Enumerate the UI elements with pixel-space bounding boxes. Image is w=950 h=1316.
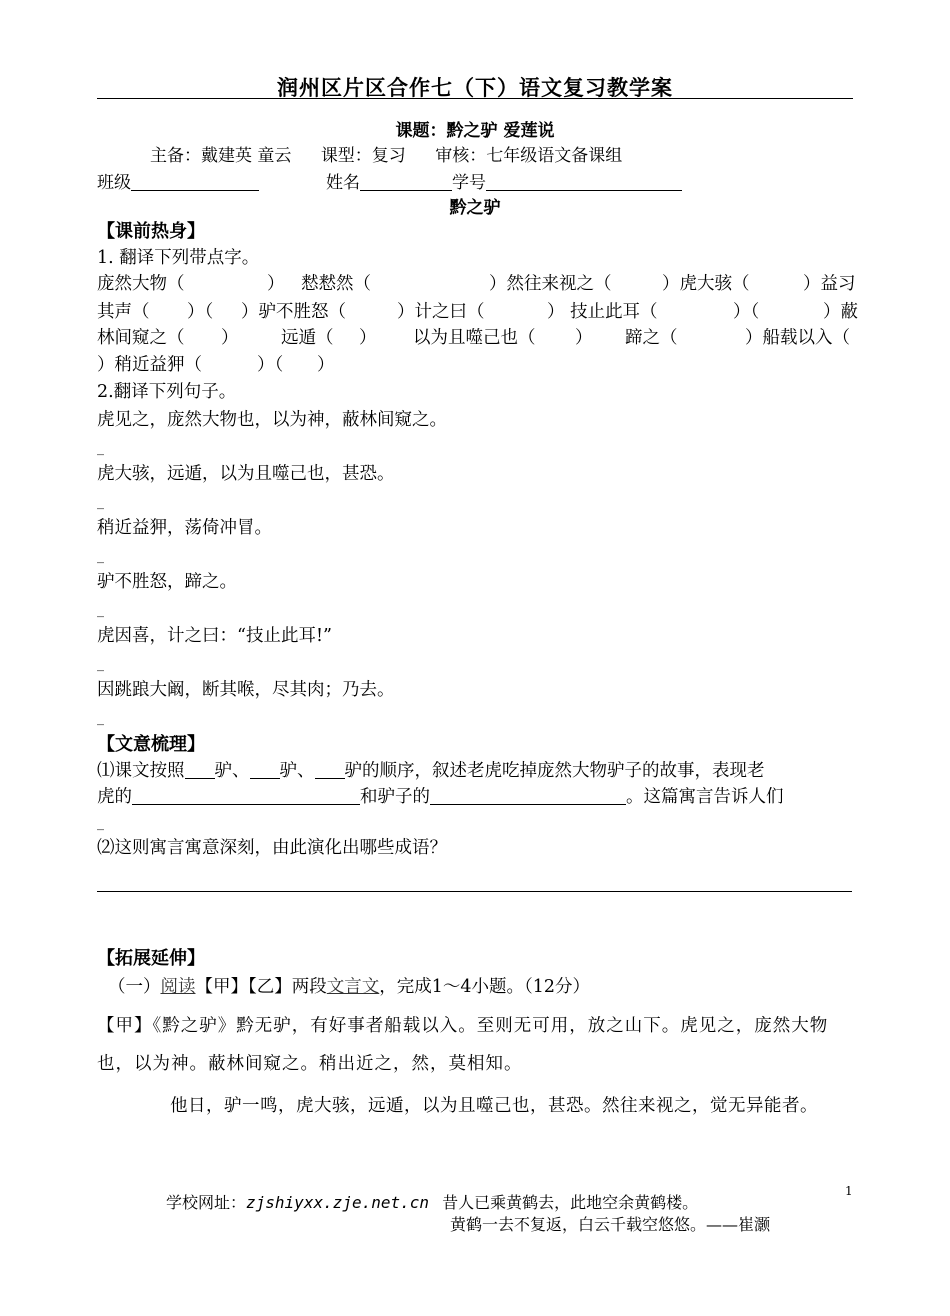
sentence: 虎大骇，远遁，以为且噬己也，甚恐。 bbox=[97, 464, 395, 484]
q1-text: 驴、 bbox=[214, 761, 250, 781]
vocab-item: ）（ bbox=[187, 302, 214, 322]
vocab-item: 以为且噬己也（ bbox=[413, 328, 536, 348]
q1-text: ⑴课文按照 bbox=[97, 761, 185, 781]
class-blank[interactable] bbox=[131, 172, 259, 191]
vocab-item: 其声（ bbox=[97, 302, 150, 322]
q1-text: 。这篇寓言告诉人们 bbox=[626, 787, 784, 807]
reviewer: 审核：七年级语文备课组 bbox=[435, 146, 623, 166]
vocab-item: ）然往来视之（ bbox=[489, 274, 612, 294]
lesson-title: 课题：黔之驴 爱莲说 bbox=[395, 121, 555, 141]
warmup-q1: 1. 翻译下列带点字。 bbox=[97, 248, 260, 268]
passage-jia-line1: 【甲】《黔之驴》黔无驴，有好事者船载以入。至则无可用，放之山下。虎见之，庞然大物 bbox=[97, 1016, 829, 1036]
blank-4[interactable] bbox=[132, 786, 360, 805]
name-label: 姓名 bbox=[326, 173, 360, 193]
q1-text: 虎的 bbox=[97, 787, 132, 807]
vocab-item: ） bbox=[221, 328, 239, 348]
comprehension-q1-line1 bbox=[97, 757, 765, 782]
sentence: 稍近益狎，荡倚冲冒。 bbox=[97, 518, 272, 538]
vocab-item: 慭慭然（ bbox=[301, 274, 371, 294]
vocab-item: ） bbox=[359, 328, 377, 348]
vocab-item: ）驴不胜怒（ bbox=[241, 302, 346, 322]
lesson-type: 课型：复习 bbox=[320, 146, 406, 166]
sentence: 因跳踉大阚，断其喉，尽其肉；乃去。 bbox=[97, 680, 395, 700]
footer-line-1 bbox=[166, 1190, 698, 1213]
comprehension-q2: ⑵这则寓言寓意深刻，由此演化出哪些成语？ bbox=[97, 838, 447, 858]
vocab-item: ） 技止此耳（ bbox=[547, 302, 658, 322]
document-title: 润州区片区合作七（下）语文复习教学案 bbox=[277, 75, 673, 100]
vocab-item: ）（ bbox=[257, 355, 284, 375]
site-url[interactable]: zjshiyxx.zje.net.cn bbox=[246, 1193, 430, 1212]
vocab-item: ） bbox=[575, 328, 593, 348]
vocab-item: ）稍近益狎（ bbox=[97, 355, 202, 375]
lesson-meta bbox=[150, 141, 646, 166]
intro-text: 【甲】【乙】两段 bbox=[195, 977, 327, 997]
number-label: 学号 bbox=[452, 173, 486, 193]
warmup-heading: 【课前热身】 bbox=[97, 221, 205, 242]
site-label: 学校网址： bbox=[166, 1193, 247, 1212]
answer-line[interactable]: _ bbox=[97, 710, 104, 726]
vocab-item: ）蔽 bbox=[823, 302, 858, 322]
intro-text: （一） bbox=[108, 977, 161, 997]
section-title: 黔之驴 bbox=[449, 198, 501, 218]
vocab-item: ）益习 bbox=[803, 274, 856, 294]
answer-line[interactable]: _ bbox=[97, 656, 104, 672]
answer-line[interactable]: _ bbox=[97, 494, 104, 510]
blank-5[interactable] bbox=[430, 786, 626, 805]
vocab-line-2 bbox=[97, 298, 857, 322]
vocab-item: 远遁（ bbox=[281, 328, 334, 348]
read-link[interactable]: 阅读 bbox=[160, 977, 196, 997]
poem-line-2: 黄鹤一去不复返，白云千载空悠悠。——崔灏 bbox=[450, 1215, 771, 1234]
sentence: 驴不胜怒，蹄之。 bbox=[97, 572, 237, 592]
passage-jia-line3: 他日，驴一鸣，虎大骇，远遁，以为且噬己也，甚恐。然往来视之，觉无异能者。 bbox=[170, 1096, 818, 1116]
editors: 主备：戴建英 童云 bbox=[150, 146, 292, 166]
blank-2[interactable] bbox=[250, 760, 280, 779]
vocab-item: 庞然大物（ bbox=[97, 274, 185, 294]
answer-rule[interactable] bbox=[97, 891, 852, 892]
vocab-item: ）虎大骇（ bbox=[662, 274, 750, 294]
q1-text: 驴的顺序，叙述老虎吃掉庞然大物驴子的故事，表现老 bbox=[344, 761, 765, 781]
vocab-item: 蹄之（ bbox=[625, 328, 678, 348]
vocab-item: ）计之曰（ bbox=[397, 302, 485, 322]
classical-chinese-link[interactable]: 文言文 bbox=[326, 977, 380, 997]
extension-intro bbox=[108, 973, 590, 998]
blank-1[interactable] bbox=[185, 760, 215, 779]
vocab-item: ） bbox=[267, 274, 285, 294]
answer-line[interactable]: _ bbox=[97, 440, 104, 456]
page-number: 1 bbox=[845, 1184, 853, 1198]
poem-line-1: 昔人已乘黄鹤去，此地空余黄鹤楼。 bbox=[442, 1193, 699, 1212]
passage-jia-line2: 也，以为神。蔽林间窥之。稍出近之，然，莫相知。 bbox=[97, 1054, 523, 1074]
number-blank[interactable] bbox=[486, 172, 682, 191]
intro-text: ，完成1～4小题。（12分） bbox=[379, 977, 591, 997]
sentence: 虎因喜，计之曰：“技止此耳!” bbox=[97, 626, 332, 646]
vocab-line-1 bbox=[97, 270, 857, 294]
vocab-line-3 bbox=[97, 324, 857, 348]
answer-line[interactable]: _ bbox=[97, 548, 104, 564]
sentence: 虎见之，庞然大物也，以为神，蔽林间窥之。 bbox=[97, 410, 447, 430]
blank-3[interactable] bbox=[315, 760, 345, 779]
q1-text: 驴、 bbox=[279, 761, 315, 781]
vocab-line-4 bbox=[97, 351, 497, 375]
answer-line[interactable]: _ bbox=[97, 815, 104, 831]
header-divider bbox=[97, 98, 853, 99]
name-blank[interactable] bbox=[360, 172, 452, 191]
class-label: 班级 bbox=[97, 173, 131, 193]
class-field[interactable] bbox=[97, 168, 259, 193]
comprehension-q1-line2 bbox=[97, 783, 784, 808]
extension-heading: 【拓展延伸】 bbox=[97, 948, 205, 969]
warmup-q2: 2.翻译下列句子。 bbox=[97, 382, 237, 402]
name-field[interactable] bbox=[326, 168, 682, 193]
vocab-item: ）（ bbox=[733, 302, 760, 322]
answer-line[interactable]: _ bbox=[97, 602, 104, 618]
vocab-item: ）船载以入（ bbox=[745, 328, 850, 348]
comprehension-heading: 【文意梳理】 bbox=[97, 734, 205, 755]
vocab-item: 林间窥之（ bbox=[97, 328, 185, 348]
q1-text: 和驴子的 bbox=[360, 787, 430, 807]
vocab-item: ） bbox=[317, 355, 335, 375]
